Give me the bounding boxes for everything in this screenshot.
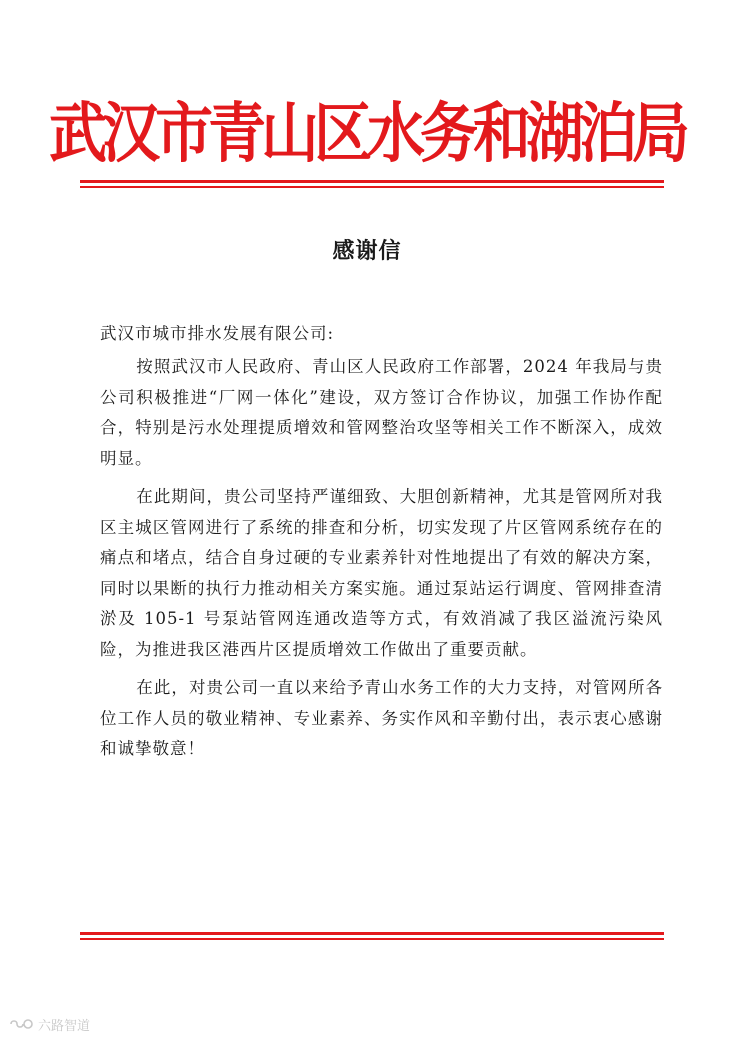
header-rule-thin	[80, 186, 664, 188]
letter-paragraph-3: 在此，对贵公司一直以来给予青山水务工作的大力支持，对管网所各位工作人员的敬业精神、专业素养、务实作风和辛勤付出，表示衷心感谢和诚挚敬意！	[100, 678, 663, 758]
letter-title: 感谢信	[332, 239, 402, 264]
footer-rule-thick	[80, 932, 664, 935]
letter-body	[100, 352, 663, 773]
letter-paragraph-2: 在此期间，贵公司坚持严谨细致、大胆创新精神，尤其是管网所对我区主城区管网进行了系统的排查和分析，切实发现了片区管网系统存在的痛点和堵点，结合自身过硬的专业素养针对性地提出了有效的解决方案，同时以果断的执行力推动相关方案实施。通过泵站运行调度、管网排查清淤及 105-1 号泵站管网连通改造等方式，有效消减了我区溢流污染风险，为推进我区港西片区提质增效工作做出了重要贡献。	[100, 487, 663, 659]
letterhead-organization: 武汉市青山区水务和湖泊局	[48, 94, 685, 172]
watermark-text: 六路智道	[38, 1018, 91, 1034]
footer-rule-thin	[80, 938, 664, 940]
letter-paragraph-1: 按照武汉市人民政府、青山区人民政府工作部署，2024 年我局与贵公司积极推进“厂网一体化”建设，双方签订合作协议，加强工作协作配合，特别是污水处理提质增效和管网整治攻坚等相关工作不断深入，成效明显。	[100, 357, 663, 468]
watermark	[8, 1014, 90, 1034]
header-rule-thick	[80, 180, 664, 183]
letter-salutation: 武汉市城市排水发展有限公司:	[100, 324, 335, 343]
logo-icon	[8, 1017, 34, 1031]
